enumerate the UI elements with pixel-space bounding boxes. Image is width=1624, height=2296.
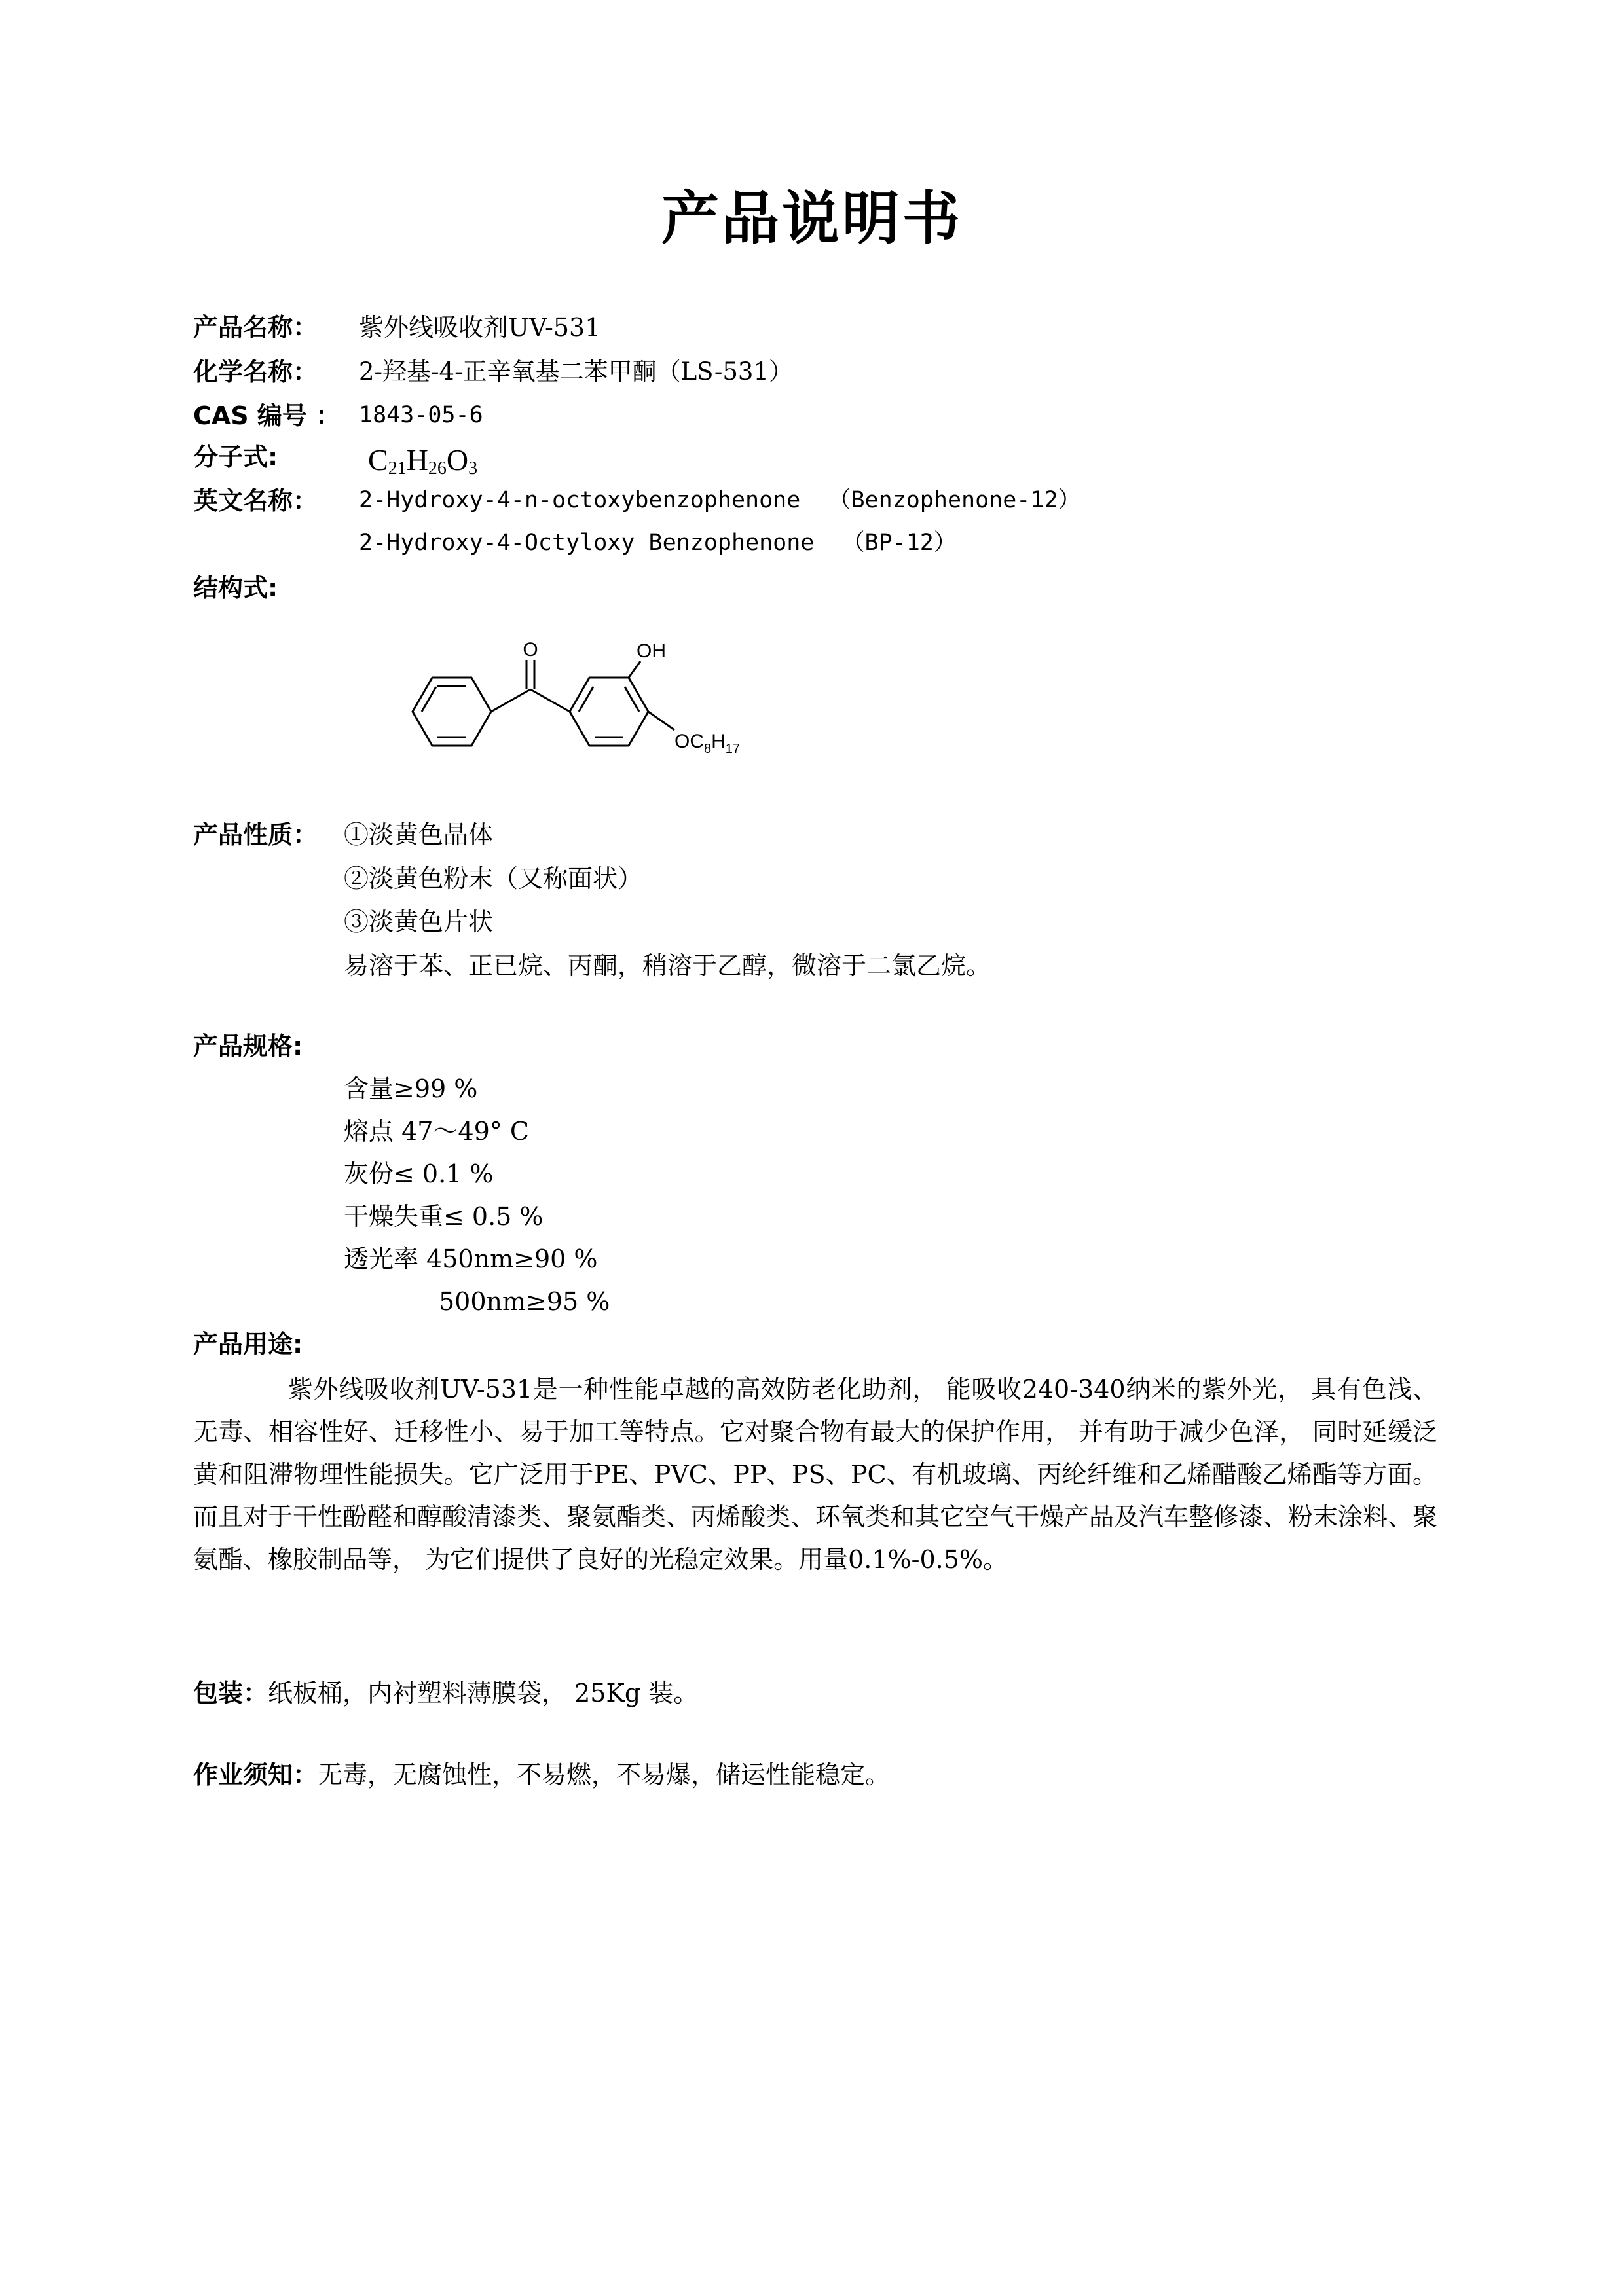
chemical-name-value: 2-羟基-4-正辛氧基二苯甲酮（LS-531）	[359, 357, 793, 386]
cas-label: CAS 编号 ：	[193, 401, 341, 430]
octyloxy-label: $OC_8H_{17}$	[674, 731, 741, 756]
page-title: 产品说明书	[661, 185, 963, 252]
properties-label: 产品性质：	[193, 820, 318, 849]
handling-row	[193, 1755, 890, 1791]
spec-item: 含量≥99 %	[344, 1074, 478, 1103]
formula-label: 分子式:	[193, 443, 278, 471]
spec-item: 灰份≤ 0.1 %	[344, 1159, 494, 1188]
spec-item: 500nm≥95 %	[439, 1287, 610, 1316]
english-name-label: 英文名称：	[193, 486, 318, 515]
english-name-1: 2-Hydroxy-4-n-octoxybenzophenone （Benzophenone-12）	[359, 487, 1081, 513]
property-item: ③淡黄色片状	[344, 907, 494, 936]
product-name-label: 产品名称：	[193, 313, 318, 342]
property-item: ①淡黄色晶体	[344, 820, 494, 849]
carbonyl-o-label: O	[523, 639, 538, 661]
structure-label: 结构式:	[193, 574, 278, 602]
handling-label: 作业须知：	[193, 1760, 318, 1789]
structural-formula	[393, 635, 812, 786]
property-item: 易溶于苯、正已烷、丙酮，稍溶于乙醇，微溶于二氯乙烷。	[344, 951, 991, 980]
spec-item: 熔点 47～49° C	[344, 1117, 529, 1146]
product-name-value: 紫外线吸收剂UV-531	[359, 313, 601, 342]
packaging-label: 包装：	[193, 1679, 268, 1707]
packaging-row	[193, 1673, 698, 1709]
specifications-label: 产品规格:	[193, 1032, 303, 1061]
packaging-text: 纸板桶，内衬塑料薄膜袋， 25Kg 装。	[268, 1679, 699, 1707]
english-name-2: 2-Hydroxy-4-Octyloxy Benzophenone （BP-12）	[359, 530, 957, 556]
chemical-name-label: 化学名称：	[193, 357, 318, 386]
usage-paragraph: 紫外线吸收剂UV-531是一种性能卓越的高效防老化助剂， 能吸收240-340纳米的紫外光， 具有色浅、无毒、相容性好、迁移性小、易于加工等特点。它对聚合物有最大的保护作用， 并有助于减少色泽， 同时延缓泛黄和阻滞物理性能损失。它广泛用于PE、PVC、PP、PS、PC、有机玻璃、丙纶纤维和乙烯醋酸乙烯酯等方面。而且对于干性酚醛和醇酸清漆类、聚氨酯类、丙烯酸类、环氧类和其它空气干燥产品及汽车整修漆、粉末涂料、聚氨酯、橡胶制品等， 为它们提供了良好的光稳定效果。用量0.1%-0.5%。	[193, 1375, 1438, 1574]
spec-item: 干燥失重≤ 0.5 %	[344, 1202, 544, 1231]
usage-label: 产品用途:	[193, 1330, 303, 1358]
cas-value: 1843-05-6	[359, 402, 483, 428]
molecular-formula: $C_{21}H_{26}O_3$	[368, 443, 478, 479]
handling-text: 无毒，无腐蚀性，不易燃，不易爆，储运性能稳定。	[318, 1760, 891, 1789]
spec-item: 透光率 450nm≥90 %	[344, 1245, 598, 1273]
property-item: ②淡黄色粉末（又称面状）	[344, 864, 643, 893]
hydroxyl-label: OH	[637, 640, 666, 662]
